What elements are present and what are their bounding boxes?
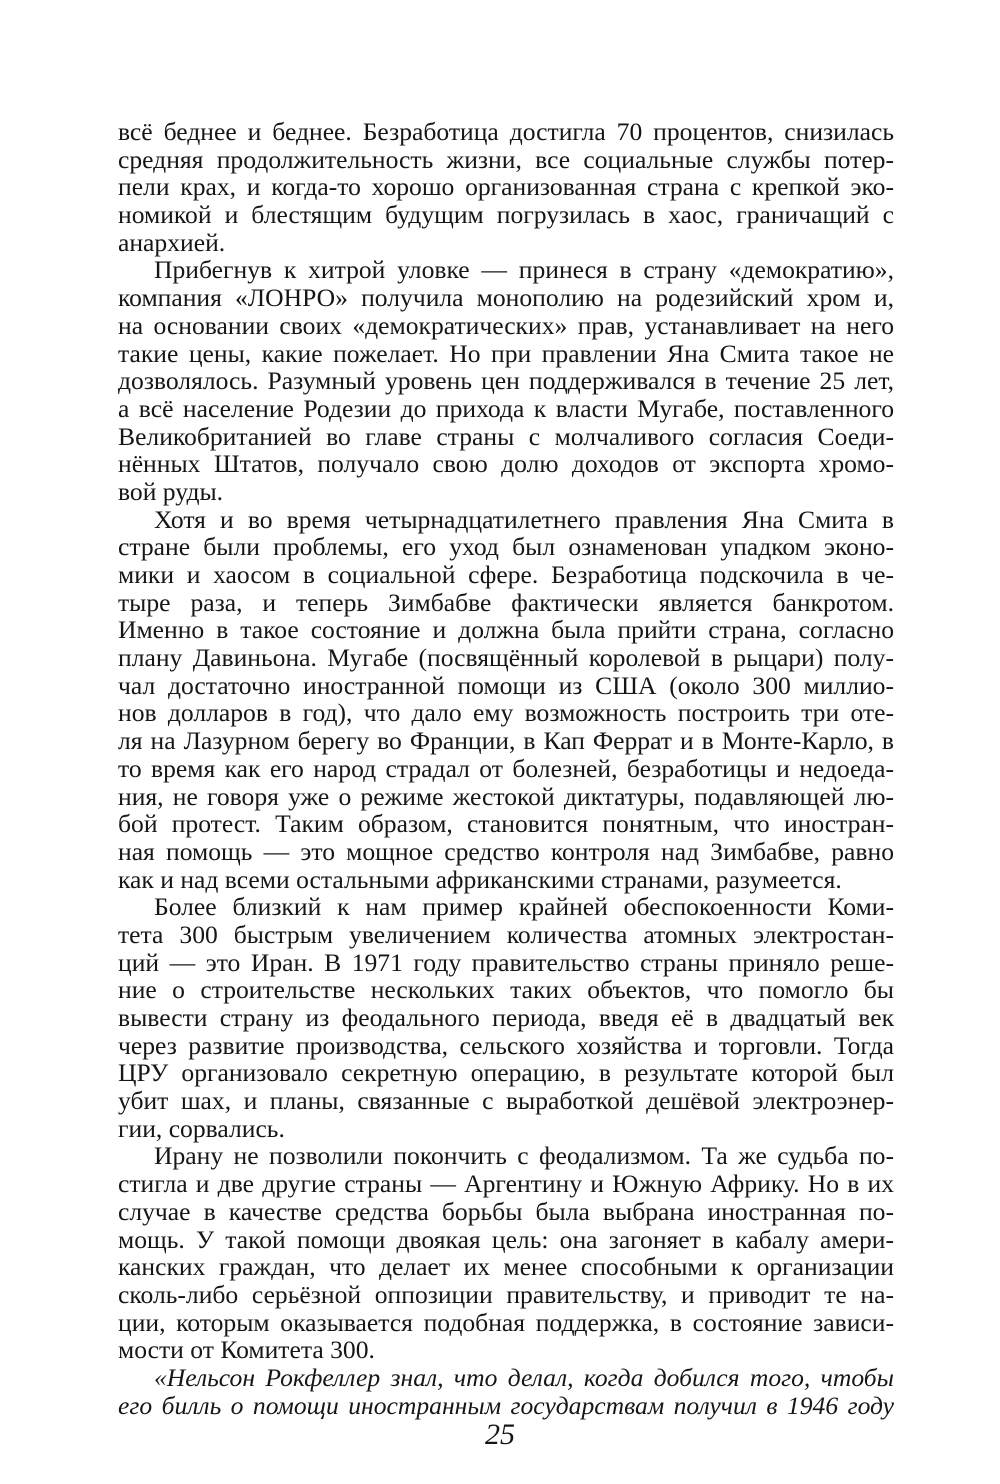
text-line: через развитие производства, сельского хозяйства и торговли. Тогда — [118, 1030, 894, 1060]
text-line: нённых Штатов, получало свою долю доходов от экспорта хромо- — [118, 449, 894, 479]
text-line: стигла и две другие страны — Аргентину и Южную Африку. Но в их — [118, 1169, 894, 1199]
text-line: такие цены, какие пожелает. Но при правлении Яна Смита такое не — [118, 338, 894, 368]
text-line: как и над всеми остальными африканскими странами, разумеется. — [118, 864, 842, 894]
text-line: компания «ЛОНРО» получила монополию на родезийский хром и, — [118, 283, 894, 313]
paragraph — [118, 1142, 894, 1364]
paragraph — [118, 506, 894, 894]
text-line: мости от Комитета 300. — [118, 1335, 375, 1365]
text-line: номикой и блестящим будущим погрузилась в хаос, граничащий с — [118, 200, 894, 230]
text-line: дозволялось. Разумный уровень цен поддерживался в течение 25 лет, — [118, 366, 894, 396]
text-line: Именно в такое состояние и должна была прийти страна, согласно — [118, 615, 894, 645]
text-line: на основании своих «демократических» прав, устанавливает на него — [118, 310, 894, 340]
text-line: Великобританией во главе страны с молчаливого согласия Соеди- — [118, 421, 894, 451]
text-line: случае в качестве средства борьбы была выбрана иностранная по- — [118, 1196, 894, 1226]
text-line: ние о строительстве нескольких таких объектов, что помогло бы — [118, 975, 894, 1005]
text-line: мощь. У такой помощи двоякая цель: она загоняет в кабалу амери- — [118, 1224, 894, 1254]
text-line: Более близкий к нам пример крайней обеспокоенности Коми- — [154, 892, 894, 922]
paragraph — [118, 1364, 894, 1419]
text-line: тета 300 быстрым увеличением количества атомных электростан- — [118, 919, 894, 949]
text-line: убит шах, и планы, связанные с выработкой дешёвой электроэнер- — [118, 1086, 894, 1116]
text-line: гии, сорвались. — [118, 1113, 285, 1143]
text-line: ций — это Иран. В 1971 году правительство страны приняло реше- — [118, 947, 894, 977]
text-line: Ирану не позволили покончить с феодализмом. Та же судьба по- — [154, 1141, 894, 1171]
text-line: ния, не говоря уже о режиме жестокой диктатуры, подавляющей лю- — [118, 781, 894, 811]
text-line: ЦРУ организовало секретную операцию, в результате которой был — [118, 1058, 894, 1088]
text-line: вывести страну из феодального периода, введя её в двадцатый век — [118, 1003, 894, 1032]
text-line: ции, которым оказывается подобная поддержка, в состояние зависи- — [118, 1307, 894, 1337]
page-number: 25 — [485, 1418, 515, 1451]
text-line: то время как его народ страдал от болезней, безработицы и недоеда- — [118, 753, 894, 783]
paragraph — [118, 118, 894, 256]
text-line: средняя продолжительность жизни, все социальные службы потер- — [118, 144, 894, 174]
text-line: всё беднее и беднее. Безработица достигла 70 процентов, снизилась — [118, 117, 894, 146]
text-line: ля на Лазурном берегу во Франции, в Кап Феррат и в Монте-Карло, в — [118, 726, 894, 756]
paragraph — [118, 893, 894, 1142]
text-line: его билль о помощи иностранным государствам получил в 1946 году — [118, 1390, 894, 1420]
text-line: тыре раза, и теперь Зимбабве фактически является банкротом. — [118, 587, 894, 617]
text-line: Хотя и во время четырнадцатилетнего правления Яна Смита в — [154, 504, 894, 534]
text-line: «Нельсон Рокфеллер знал, что делал, когда добился того, чтобы — [154, 1362, 894, 1392]
text-line: мики и хаосом в социальной сфере. Безработица подскочила в че- — [118, 560, 894, 589]
body-text — [118, 118, 894, 1419]
text-line: плану Давиньона. Мугабе (посвящённый королевой в рыцари) полу- — [118, 643, 894, 673]
text-line: Прибегнув к хитрой уловке — принеся в страну «демократию», — [154, 255, 894, 285]
text-line: стране были проблемы, его уход был ознаменован упадком эконо- — [118, 532, 894, 562]
text-line: сколь-либо серьёзной оппозиции правительству, и приводит те на- — [118, 1279, 894, 1309]
text-line: пели крах, и когда-то хорошо организованная страна с крепкой эко- — [118, 172, 894, 202]
text-line: вой руды. — [118, 476, 224, 506]
text-line: а всё население Родезии до прихода к власти Мугабе, поставленного — [118, 393, 894, 423]
text-line: бой протест. Таким образом, становится понятным, что иностран- — [118, 809, 894, 839]
text-line: анархией. — [118, 227, 226, 257]
text-line: канских граждан, что делает их менее способными к организации — [118, 1252, 894, 1282]
text-line: ная помощь — это мощное средство контроля над Зимбабве, равно — [118, 836, 894, 866]
text-line: нов долларов в год), что дало ему возможность построить три оте- — [118, 698, 894, 728]
text-line: чал достаточно иностранной помощи из США (около 300 миллио- — [118, 670, 894, 700]
paragraph — [118, 256, 894, 505]
